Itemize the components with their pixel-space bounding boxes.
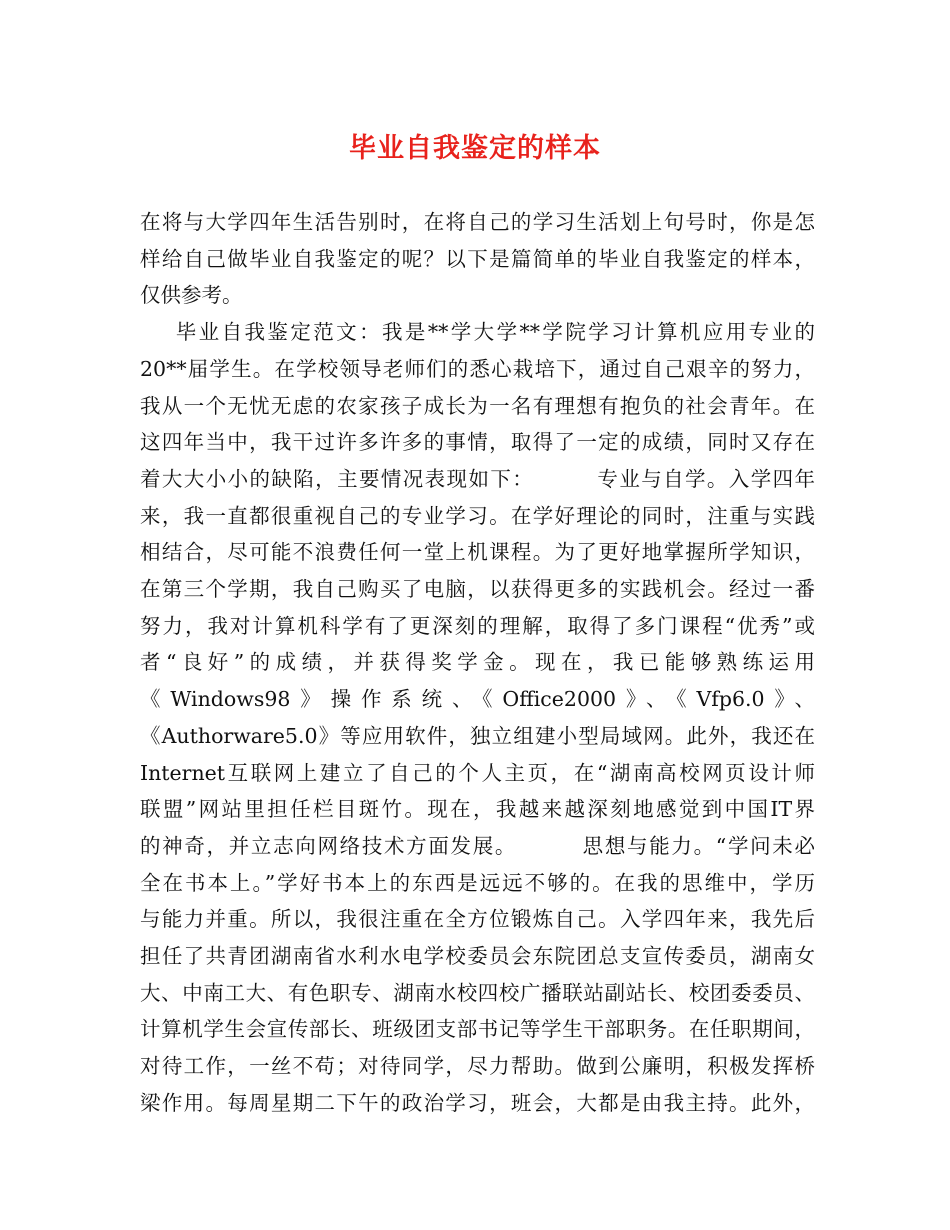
body-line: 相结合，尽可能不浪费任何一堂上机课程。为了更好地掌握所学知识， — [140, 540, 815, 565]
body-line: 来，我一直都很重视自己的专业学习。在学好理论的同时，注重与实践 — [140, 503, 815, 528]
body-line: 大、中南工大、有色职专、湖南水校四校广播联站副站长、校团委委员、 — [140, 980, 815, 1005]
body-line: 担任了共青团湖南省水利水电学校委员会东院团总支宣传委员，湖南女 — [140, 944, 815, 968]
body-line: 这四年当中，我干过许多许多的事情，取得了一定的成绩，同时又存在 — [140, 430, 815, 455]
body-line: 仅供参考。 — [140, 283, 243, 308]
body-line: 在第三个学期，我自己购买了电脑，以获得更多的实践机会。经过一番 — [140, 577, 815, 601]
body-line: 在将与大学四年生活告别时，在将自己的学习生活划上句号时，你是怎 — [140, 210, 815, 234]
body-line: 者“良好”的成绩，并获得奖学金。现在，我已能够熟练运用 — [140, 650, 815, 675]
body-line: 努力，我对计算机科学有了更深刻的理解，取得了多门课程“优秀”或 — [140, 613, 815, 638]
body-line: 联盟”网站里担任栏目斑竹。现在，我越来越深刻地感觉到中国IT界 — [140, 797, 815, 822]
body-line: 样给自己做毕业自我鉴定的呢？以下是篇简单的毕业自我鉴定的样本， — [140, 246, 815, 271]
body-line: 20**届学生。在学校领导老师们的悉心栽培下，通过自己艰辛的努力， — [140, 356, 815, 381]
body-line: 《Authorware5.0》等应用软件，独立组建小型局域网。此外，我还在 — [140, 723, 815, 748]
body-line: 着大大小小的缺陷，主要情况表现如下： 专业与自学。入学四年 — [140, 466, 815, 491]
body-line: 梁作用。每周星期二下午的政治学习，班会，大都是由我主持。此外， — [140, 1090, 815, 1115]
body-line: 计算机学生会宣传部长、班级团支部书记等学生干部职务。在任职期间， — [140, 1017, 815, 1042]
body-line: 毕业自我鉴定范文：我是**学大学**学院学习计算机应用专业的 — [140, 320, 815, 345]
body-line: 对待工作，一丝不苟；对待同学，尽力帮助。做到公廉明，积极发挥桥 — [140, 1054, 815, 1079]
body-line: 与能力并重。所以，我很注重在全方位锻炼自己。入学四年来，我先后 — [140, 907, 815, 932]
body-line: 全在书本上。”学好书本上的东西是远远不够的。在我的思维中，学历 — [140, 870, 815, 895]
body-line: 我从一个无忧无虑的农家孩子成长为一名有理想有抱负的社会青年。在 — [140, 393, 815, 418]
body-line: 的神奇，并立志向网络技术方面发展。 思想与能力。“学问未必 — [140, 833, 815, 858]
document-title: 毕业自我鉴定的样本 — [349, 133, 601, 164]
body-line: Internet互联网上建立了自己的个人主页，在“湖南高校网页设计师 — [140, 760, 815, 785]
body-line: 《Windows98》操作系统、《Office2000》、《Vfp6.0》、 — [140, 687, 815, 712]
